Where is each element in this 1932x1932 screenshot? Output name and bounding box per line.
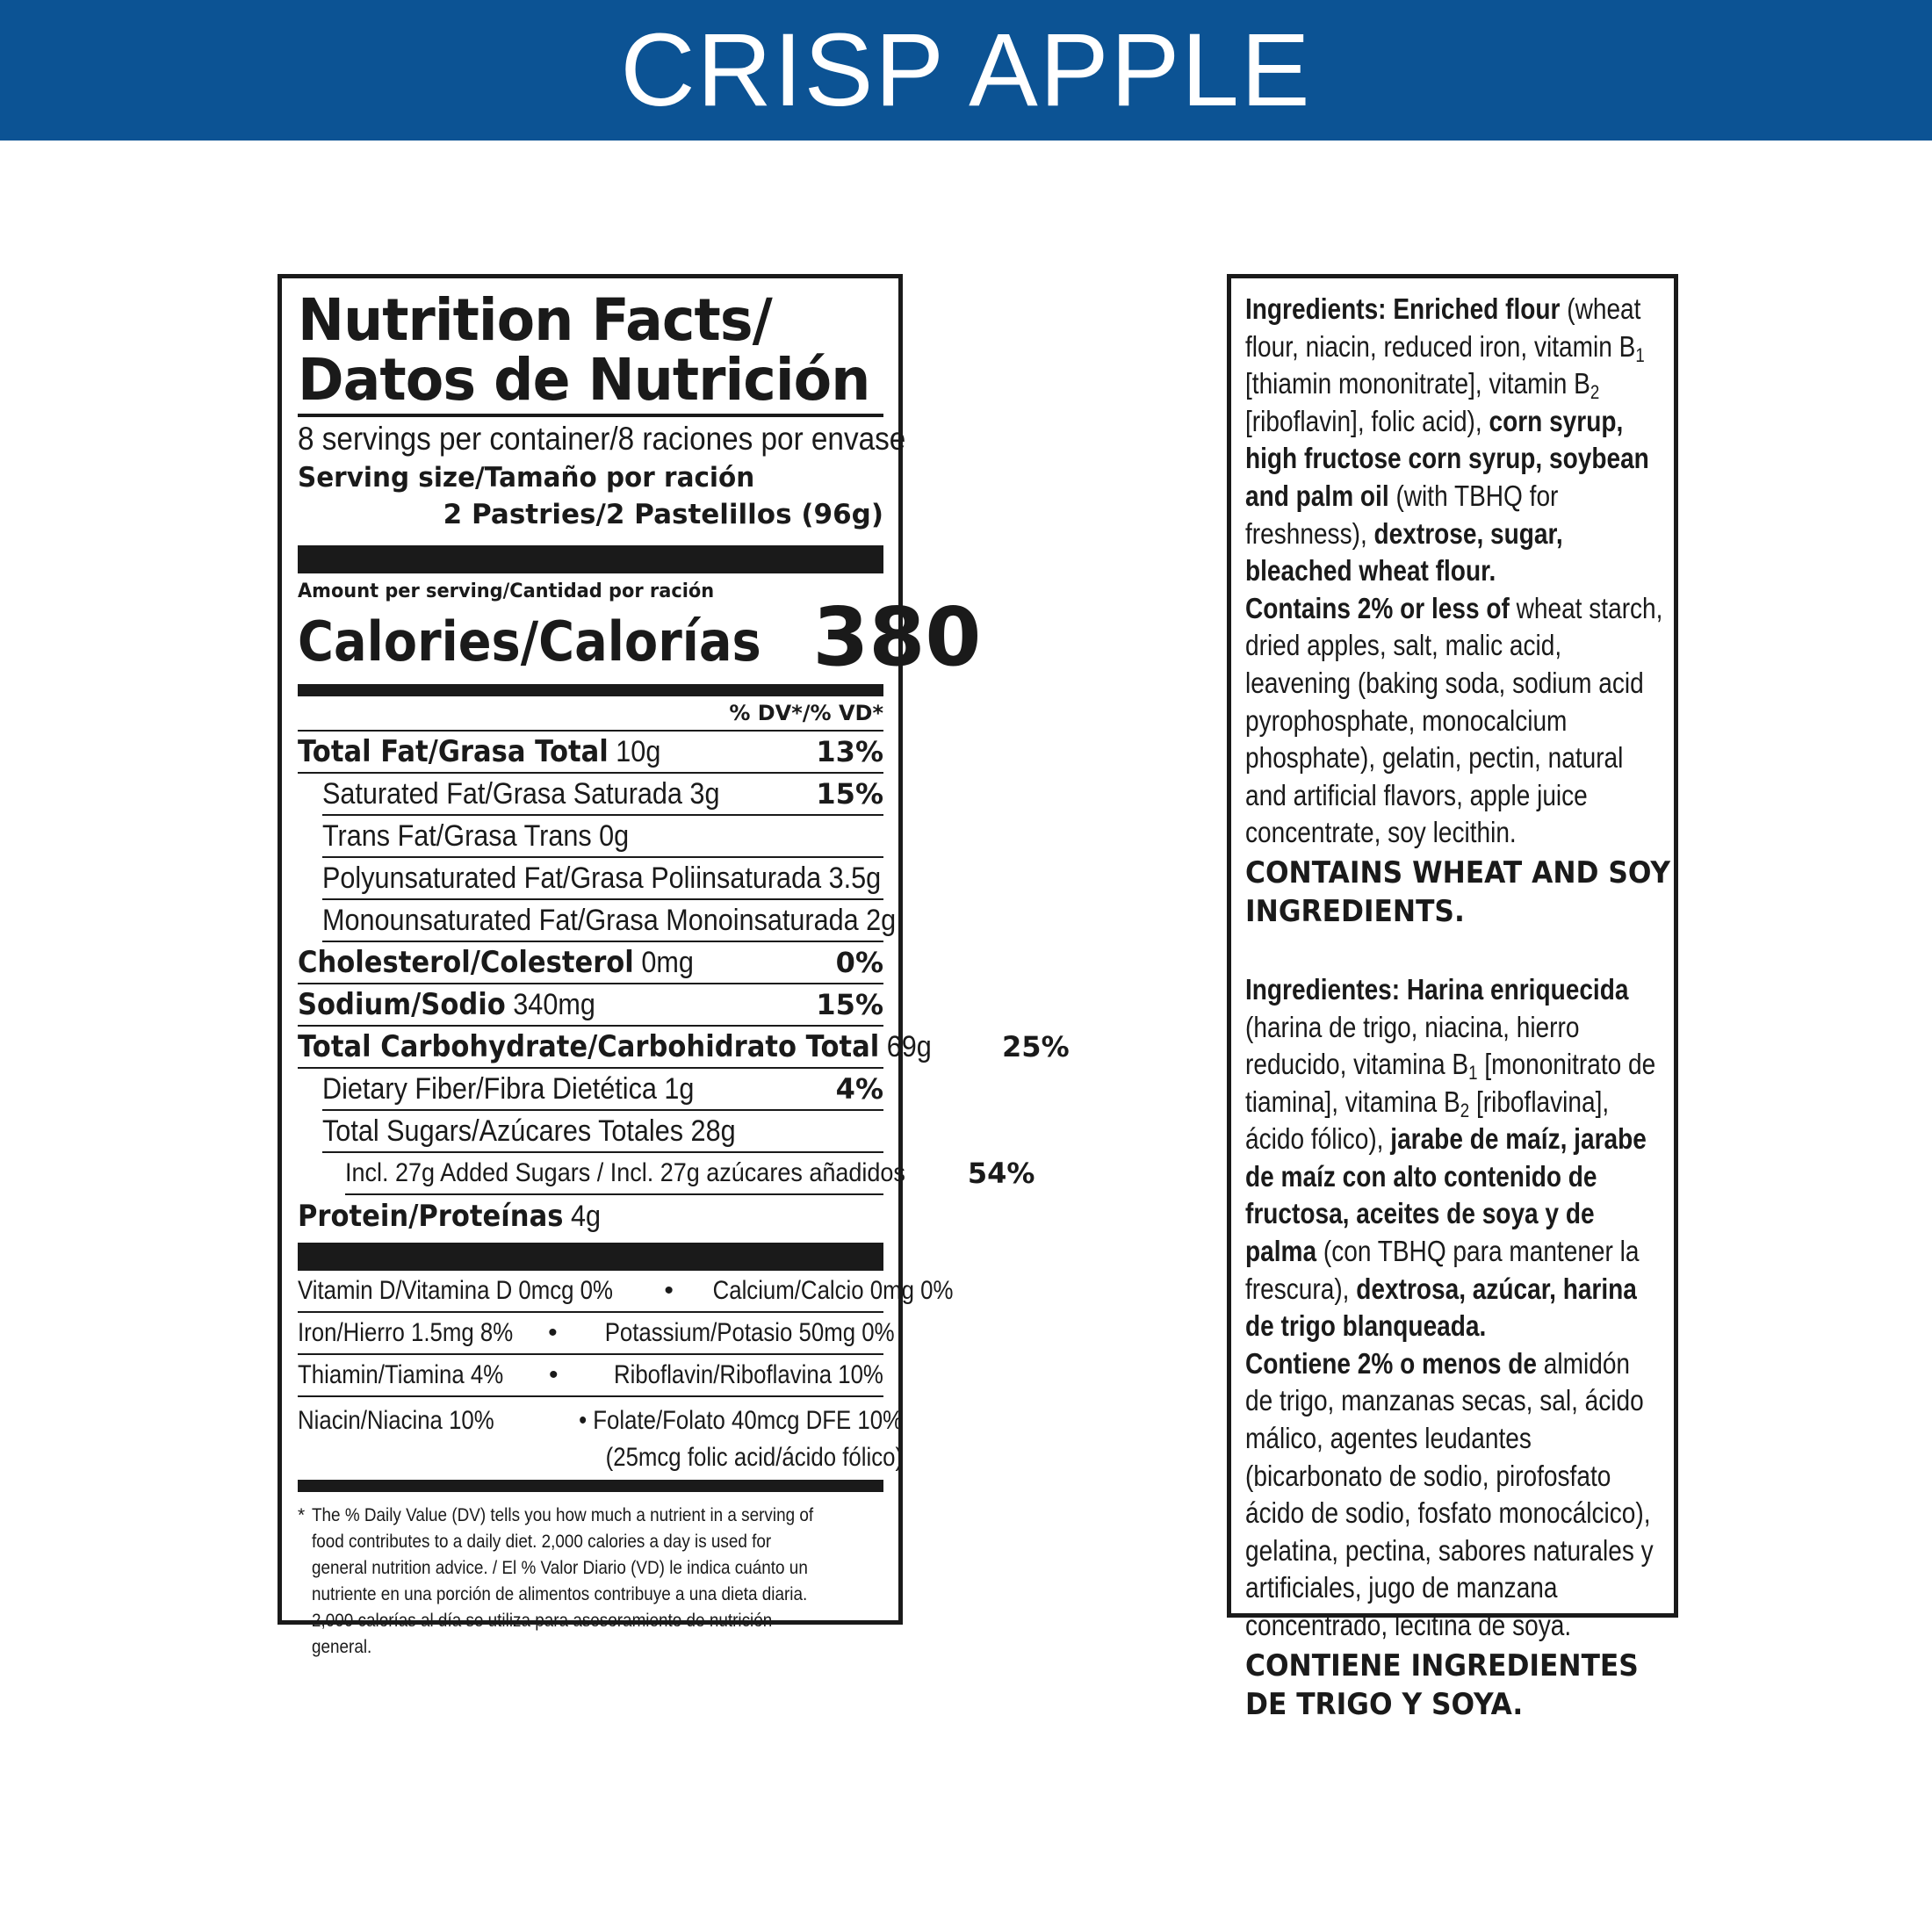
nutrition-title-en: Nutrition Facts/ [298,286,772,354]
vitamin-left: Thiamin/Tiamina 4% [298,1360,504,1389]
nutrient-label: Monounsaturated Fat/Grasa Monoinsaturada 2g [322,903,897,937]
allergen-statement-es: CONTIENE INGREDIENTES DE TRIGO Y SOYA. [1245,1647,1639,1722]
nutrient-row-added-sugars [345,1153,1035,1195]
daily-value-footnote [298,1503,883,1661]
vitamin-right: Calcium/Calcio 0mg 0% [712,1276,954,1305]
nutrient-row-total-carbohydrate [298,1027,1070,1069]
nutrient-label: Cholesterol/Colesterol 0mg [298,945,694,980]
amount-per-serving: Amount per serving/Cantidad por ración [298,580,715,602]
bullet: • [579,1406,588,1435]
vitamin-right: Riboflavin/Riboflavina 10% [614,1360,883,1389]
nutrient-row-monounsaturated-fat [322,900,897,942]
vitamin-right: Potassium/Potasio 50mg 0% [604,1318,895,1347]
nutrient-label: Sodium/Sodio 340mg [298,987,595,1022]
calories-value: 380 [812,590,982,684]
ingredients-en-minor: Contains 2% or less of wheat starch, dried apples, salt, malic acid, leavening (baking soda, sodium acid pyrophosphate, monocalcium phosphate), gelatin, pectin, natural and artificial flavors, apple juice concentrate, soy lecithin. [1245,591,1663,849]
nutrient-row-dietary-fiber [322,1069,883,1111]
vitamin-right-line1: Folate/Folato 40mcg DFE 10% [593,1406,904,1435]
nutrient-label: Protein/Proteínas 4g [298,1199,601,1234]
nutrient-row-cholesterol [298,942,883,984]
nutrient-dv: 15% [816,988,883,1021]
vitamin-row [298,1397,904,1473]
footnote-text: The % Daily Value (DV) tells you how much a nutrient in a serving of food contributes to a daily diet. 2,000 calories a day is used for general nutrition advice. / El % Valor Diario (VD) le indica cuánto un nutriente en una porción de alimentos contribuye a una dieta diaria. 2,000 calorías al día se utiliza para asesoramiento de nutrición general. [312,1505,814,1657]
vitamin-row [298,1313,895,1355]
daily-value-header: % DV*/% VD* [298,696,883,732]
nutrient-row-sodium [298,984,883,1027]
flavor-banner [0,0,1932,141]
nutrient-label: Total Fat/Grasa Total 10g [298,734,661,769]
nutrient-label: Polyunsaturated Fat/Grasa Poliinsaturada 3.5g [322,861,882,895]
vitamin-left: Vitamin D/Vitamina D 0mcg 0% [298,1276,613,1305]
bullet: • [548,1318,558,1347]
allergen-statement-en: CONTAINS WHEAT AND SOY INGREDIENTS. [1245,854,1671,929]
flavor-title: CRISP APPLE [620,12,1312,128]
spacer [1245,931,1663,971]
nutrient-row-polyunsaturated-fat [322,858,883,900]
nutrient-dv: 25% [1002,1030,1070,1063]
medium-divider [298,1480,883,1492]
nutrient-dv: 4% [835,1072,883,1106]
vitamin-right [579,1402,903,1476]
nutrient-label: Incl. 27g Added Sugars / Incl. 27g azúcares añadidos [345,1158,905,1187]
nutrient-dv: 0% [835,946,883,979]
vitamin-row [298,1271,954,1313]
serving-size-value: 2 Pastries/2 Pastelillos (96g) [443,499,883,530]
nutrient-label: Dietary Fiber/Fibra Dietética 1g [322,1071,695,1106]
calories-label: Calories/Calorías [298,609,761,674]
nutrient-label: Trans Fat/Grasa Trans 0g [322,818,630,853]
nutrient-dv: 54% [967,1157,1035,1190]
nutrient-row-saturated-fat [322,774,883,816]
ingredients-es: Ingredientes: Harina enriquecida (harina de trigo, niacina, hierro reducido, vitamina $B_1$ [mononitrato de tiamina], vitamina $B_2$ [riboflavina], ácido fólico), jarabe de maíz, jarabe de maíz con alto contenido de fructosa, aceites de soya y de palma (con TBHQ para mantener la frescura), dextrosa, azúcar, harina de trigo blanqueada. [1245,972,1656,1343]
ingredients-panel [1227,274,1678,1722]
vitamin-row [298,1355,883,1397]
nutrient-row-total-fat [298,732,883,774]
nutrient-label: Saturated Fat/Grasa Saturada 3g [322,776,720,811]
nutrient-label: Total Carbohydrate/Carbohidrato Total 69g [298,1029,932,1064]
nutrient-dv: 15% [816,777,883,811]
vitamin-left: Iron/Hierro 1.5mg 8% [298,1318,514,1347]
nutrition-title-es: Datos de Nutrición [298,346,870,414]
ingredients-en: Ingredients: Enriched flour (wheat flour, niacin, reduced iron, vitamin $B_1$ [thiamin mononitrate], vitamin $B_2$ [riboflavin], folic acid), corn syrup, high fructose corn syrup, soybean and palm oil (with TBHQ for freshness), dextrose, sugar, bleached wheat flour. [1245,292,1649,588]
nutrition-facts-panel [278,274,1070,1657]
title-rule [298,414,883,417]
ingredients-es-minor: Contiene 2% o menos de almidón de trigo, manzanas secas, sal, ácido málico, agentes leudantes (bicarbonato de sodio, pirofosfato ácido de sodio, fosfato monocálcico), gelatina, pectina, sabores naturales y artificiales, jugo de manzana concentrado, lecitina de soya. [1245,1346,1654,1641]
vitamin-right-line2: (25mcg folic acid/ácido fólico) [605,1443,904,1472]
bullet: • [548,1360,559,1389]
nutrient-row-protein [298,1195,883,1237]
nutrient-label: Total Sugars/Azúcares Totales 28g [322,1114,736,1148]
nutrient-row-total-sugars [322,1111,883,1153]
serving-size-label: Serving size/Tamaño por ración [298,462,755,494]
thick-divider [298,545,883,573]
nutrient-row-trans-fat [322,816,883,858]
servings-per-container: 8 servings per container/8 raciones por envase [298,421,906,457]
medium-divider [298,684,883,696]
bullet: • [664,1276,674,1305]
nutrient-dv: 13% [816,735,883,768]
vitamin-left: Niacin/Niacina 10% [298,1406,494,1435]
thick-divider [298,1243,883,1271]
footnote-star: * [298,1505,306,1525]
